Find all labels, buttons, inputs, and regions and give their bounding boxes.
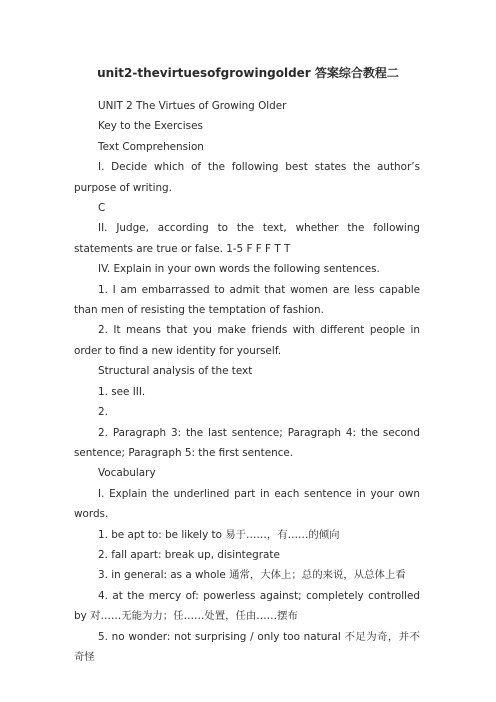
vocabulary-item-2: 2. fall apart: break up, disintegrate	[98, 548, 280, 561]
section-heading-vocabulary: Vocabulary	[98, 467, 156, 480]
section-heading-comprehension: Text Comprehension	[98, 140, 204, 153]
answer-4-2: 2. It means that you make friends with different people in order to find a new identity for yourself.	[74, 324, 420, 357]
structural-1: 1. see III.	[98, 385, 146, 398]
vocabulary-item-1: 1. be apt to: be likely to 易于……，有……的倾向	[98, 528, 340, 541]
section-heading-key: Key to the Exercises	[98, 120, 203, 133]
document-title: unit2-thevirtuesofgrowingolder 答案综合教程二	[97, 66, 399, 80]
question-2: II. Judge, according to the text, whether the following statements are true or false. 1-5 F F F T T	[74, 222, 420, 255]
vocabulary-instruction: I. Explain the underlined part in each sentence in your own words.	[74, 487, 420, 521]
question-1: I. Decide which of the following best states the author’s purpose of writing.	[74, 161, 420, 194]
unit-heading: UNIT 2 The Virtues of Growing Older	[98, 100, 287, 112]
vocabulary-item-4: 4. at the mercy of: powerless against; completely controlled by 对……无能为力；任……处置，任由……摆布	[74, 589, 420, 623]
answer-1: C	[98, 202, 106, 215]
answer-4-1: 1. I am embarrassed to admit that women are less capable than men of resisting the temptation of fashion.	[74, 283, 420, 317]
structural-2: 2.	[98, 406, 108, 419]
vocabulary-item-3: 3. in general: as a whole 通常，大体上；总的来说，从总体上看	[98, 569, 406, 582]
document-body	[74, 96, 420, 667]
vocabulary-item-5: 5. no wonder: not surprising / only too natural 不足为奇，并不奇怪	[74, 630, 420, 663]
question-4: IV. Explain in your own words the following sentences.	[98, 263, 380, 276]
structural-2-detail: 2. Paragraph 3: the last sentence; Paragraph 4: the second sentence; Paragraph 5: the first sentence.	[74, 426, 420, 459]
section-heading-structural: Structural analysis of the text	[98, 365, 253, 378]
